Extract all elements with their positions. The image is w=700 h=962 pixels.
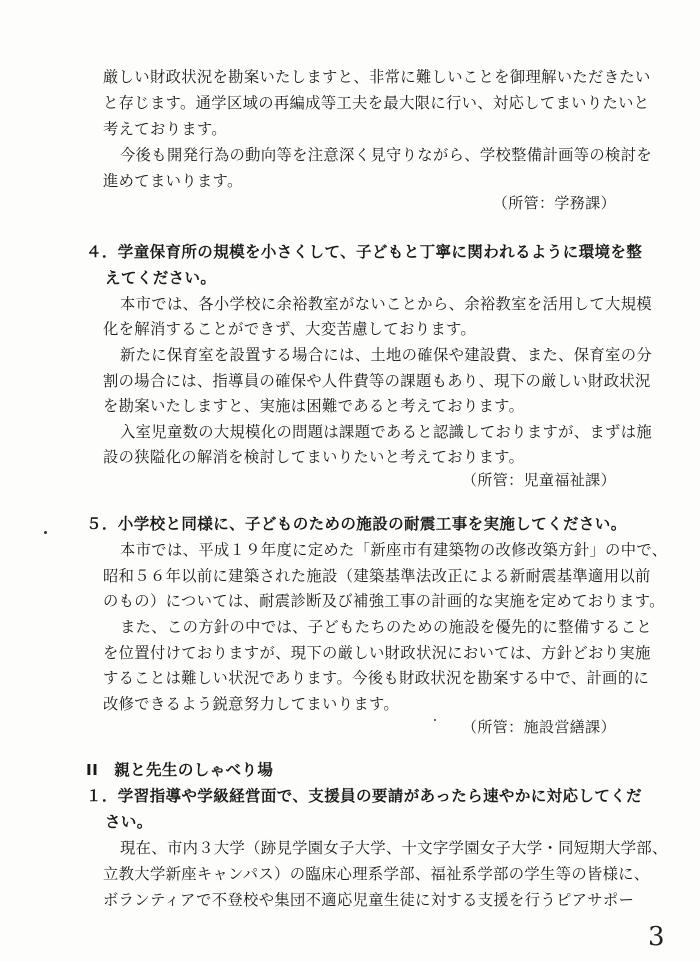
item-heading: ４．学童保育所の規模を小さくして、子どもと丁寧に関われるように環境を整 bbox=[86, 243, 643, 261]
body-line: 現在、市内３大学（跡見学園女子大学、十文字学園女子大学・同短期大学部、 bbox=[120, 839, 668, 857]
body-line: 設の狭隘化の解消を検討してまいりたいと考えております。 bbox=[103, 448, 525, 466]
body-line: を位置付けておりますが、現下の厳しい財政状況においては、方針どおり実施 bbox=[103, 644, 651, 662]
item-heading: １．学習指導や学級経営面で、支援員の要請があったら速やかに対応してくだ bbox=[86, 787, 643, 805]
body-line: と存じます。通学区域の再編成等工夫を最大限に行い、対応してまいりたいと bbox=[103, 94, 650, 112]
body-line: することは難しい状況であります。今後も財政状況を勘案する中で、計画的に bbox=[103, 669, 650, 687]
body-line: 本市では、平成１９年度に定めた「新座市有建築物の改修改築方針」の中で、 bbox=[120, 541, 668, 559]
body-line: 化を解消することができず、大変苦慮しております。 bbox=[103, 320, 477, 338]
body-line: 立教大学新座キャンパス）の臨床心理系学部、福祉系学部の学生等の皆様に、 bbox=[103, 865, 650, 883]
body-line: 割の場合には、指導員の確保や人件費等の課題もあり、現下の厳しい財政状況 bbox=[103, 372, 651, 390]
body-line: 厳しい財政状況を勘案いたしますと、非常に難しいことを御理解いただきたい bbox=[103, 68, 651, 86]
body-line: 今後も開発行為の動向等を注意深く見守りながら、学校整備計画等の検討を bbox=[120, 146, 652, 164]
item-heading: えてください。 bbox=[105, 269, 217, 287]
body-line: を勘案いたしますと、実施は困難であると考えております。 bbox=[103, 397, 525, 415]
department-label: （所管：児童福祉課） bbox=[461, 471, 616, 489]
scan-speck bbox=[434, 719, 436, 721]
body-line: のもの）については、耐震診断及び補強工事の計画的な実施を定めております。 bbox=[103, 592, 665, 610]
body-line: 本市では、各小学校に余裕教室がないことから、余裕教室を活用して大規模 bbox=[120, 295, 652, 313]
body-line: 考えております。 bbox=[103, 120, 227, 138]
body-line: 新たに保育室を設置する場合には、土地の確保や建設費、また、保育室の分 bbox=[120, 346, 652, 364]
body-line: 昭和５６年以前に建築された施設（建築基準法改正による新耐震基準適用以前 bbox=[103, 567, 651, 585]
body-line: また、この方針の中では、子どもたちのための施設を優先的に整備すること bbox=[120, 618, 652, 636]
department-label: （所管：学務課） bbox=[492, 194, 616, 212]
body-line: 進めてまいります。 bbox=[103, 172, 243, 190]
scan-speck bbox=[44, 531, 47, 534]
body-line: 改修できるよう鋭意努力してまいります。 bbox=[103, 695, 400, 713]
section-title: II 親と先生のしゃべり場 bbox=[86, 761, 274, 779]
body-line: ボランティアで不登校や集団不適応児童生徒に対する支援を行うピアサポー bbox=[103, 891, 635, 909]
item-heading: ５．小学校と同様に、子どものための施設の耐震工事を実施してください。 bbox=[86, 515, 627, 533]
body-line: 入室児童数の大規模化の問題は課題であると認識しておりますが、まずは施 bbox=[120, 423, 652, 441]
page-number: 3 bbox=[648, 922, 665, 952]
department-label: （所管：施設営繕課） bbox=[461, 718, 616, 736]
item-heading: さい。 bbox=[105, 813, 153, 831]
